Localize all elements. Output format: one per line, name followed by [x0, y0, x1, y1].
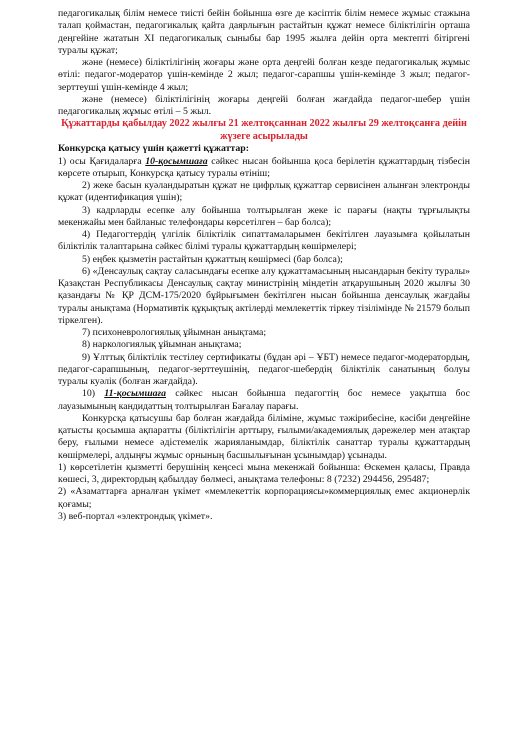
intro-paragraph-1: педагогикалық білім немесе тиісті бейін бойынша өзге де кәсіптік білім немесе жұмыс стажына талап қоймастан, педагогикалық қайта даярлығын растайтын құжат немесе біліктілігін орташа деңгейіне жататын XI педагогикалық сыныбы бар 1995 жылға дейін орта мектепті бітіргені туралы құжат; [58, 8, 470, 56]
appendix-11-link[interactable]: 11-қосымшаға [104, 388, 167, 400]
doc-item-5: 5) еңбек қызметін растайтын құжаттың көшірмесі (бар болса); [82, 253, 343, 265]
acceptance-period-notice: Құжаттарды қабылдау 2022 жылғы 21 желтоқсаннан 2022 жылғы 29 желтоқсанға дейін жүзеге асырылады [61, 118, 467, 142]
doc-item-2: 2) жеке басын куәландыратын құжат не цифрлық құжаттар сервисінен алынған электронды құжат (идентификация үшін); [58, 180, 470, 204]
doc-item-4: 4) Педагогтердің үлгілік біліктілік сипаттамаларымен бекітілген лауазымға қойылатын біліктілік талаптарына сәйкес білімі туралы құжаттардың көшірмелері; [58, 229, 470, 253]
intro-paragraph-2: және (немесе) біліктілігінің жоғары және орта деңгейі болған кезде педагогикалық жұмыс өтілі: педагог-модератор үшін-кемінде 2 жыл; педагог-сарапшы үшін-кемінде 3 жыл; педагог-зерттеуші үшін-кемінде 4 жыл; [58, 57, 470, 93]
contact-item-1: 1) көрсетілетін қызметті берушінің кеңсесі мына мекенжай бойынша: Өскемен қаласы, Правда көшесі, 3, директордың қабылдау бөлмесі, анықтама телефоны: 8 (7232) 294456, 295487; [58, 461, 470, 485]
contact-item-2: 2) «Азаматтарға арналған үкімет «мемлекеттік корпорациясы»коммерциялық емес акционерлік қоғамы; [58, 486, 470, 510]
doc-item-3: 3) кадрларды есепке алу бойынша толтырылған жеке іс парағы (нақты тұрғылықты мекенжайы мен байланыс телефондары көрсетілген – бар болса); [58, 204, 470, 228]
doc-item-7: 7) психоневрологиялық ұйымнан анықтама; [82, 327, 267, 338]
additional-info-paragraph: Конкурсқа қатысушы бар болған жағдайда біліміне, жұмыс тәжірибесіне, кәсіби деңгейіне қатысты қосымша ақпаратты (біліктілігін арттыру, ғылыми/академиялық дәрежелер мен атақтар беру, ғылыми немесе әдістемелік жарияланымдар, біліктілік санаттар туралы құжаттардың көшірмелері, алдыңғы жұмыс орнының басшылығынан ұсынымдар) ұсынады. [58, 412, 470, 461]
doc-item-10-text-before: 10) [82, 388, 105, 400]
required-documents-heading: Конкурсқа қатысу үшін қажетті құжаттар: [58, 143, 249, 155]
doc-item-10-text-after: сәйкес нысан бойынша педагогтің бос немесе уақытша бос лауазымының кандидаттың толтырылған Бағалау парағы. [58, 388, 471, 412]
doc-item-9: 9) Ұлттық біліктілік тестілеу сертификаты (бұдан әрі – ҰБТ) немесе педагог-модератордың, педагог-сарапшының, педагог-зерттеушінің, педагог-шебердің біліктілік санатының болуы туралы куәлік (болған жағдайда). [58, 351, 470, 387]
doc-item-1 [58, 156, 470, 181]
doc-item-1-text-before: 1) осы Қағидаларға [58, 155, 146, 167]
appendix-10-link[interactable]: 10-қосымшаға [145, 155, 208, 167]
intro-paragraph-3: және (немесе) біліктілігінің жоғары деңгейі болған жағдайда педагог-шебер үшін педагогикалық жұмыс өтілі – 5 жыл. [58, 93, 470, 117]
doc-item-10 [58, 388, 470, 413]
contact-item-3: 3) веб-портал «электрондық үкімет». [58, 510, 213, 522]
doc-item-8: 8) наркологиялық ұйымнан анықтама; [82, 339, 242, 351]
doc-item-6: 6) «Денсаулық сақтау саласындағы есепке алу құжаттамасының нысандарын бекіту туралы» Қазақстан Республикасы Денсаулық сақтау министрінің міндетін атқарушының 2020 жылғы 30 қазандағы № ҚР ДСМ-175/2020 бұйрығымен бекітілген нысан бойынша денсаулық жағдайы туралы анықтама (Нормативтік құқықтық актілерді мемлекеттік тіркеу тізілімінде № 21579 болып тіркелген). [58, 265, 470, 326]
doc-item-1-text-after: сәйкес нысан бойынша қоса берілетін құжаттардың тізбесін көрсете отырып, Конкурсқа қатысу туралы өтініш; [58, 155, 470, 179]
